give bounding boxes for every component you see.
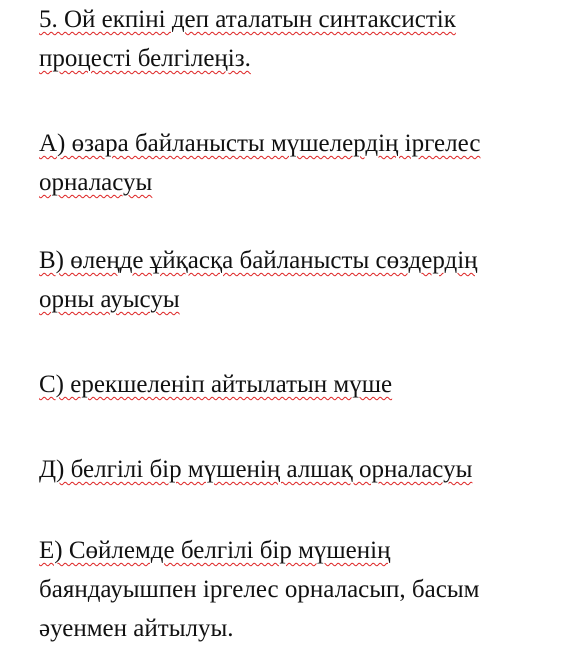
option-d-line-1: Д) белгілі бір мүшенің алшақ орналасуы (39, 456, 473, 483)
option-e-line-1: Е) Сөйлемде белгілі бір мүшенің (39, 537, 391, 564)
question-line-1: 5. Ой екпіні деп аталатын синтаксистік (39, 6, 456, 33)
option-c-line-1: С) ерекшеленіп айтылатын мүше (39, 371, 393, 398)
option-e-line-3: әуенмен айтылуы. (39, 615, 234, 642)
option-a-line-2: орналасуы (39, 169, 153, 196)
option-a-line-1: А) өзара байланысты мүшелердің іргелес (39, 130, 481, 157)
question-line-2: процесті белгілеңіз. (39, 45, 251, 72)
option-b-line-2: орны ауысуы (39, 286, 180, 313)
option-b-line-1: В) өлеңде ұйқасқа байланысты сөздердің (39, 247, 478, 274)
option-e-line-2: баяндауышпен іргелес орналасып, басым (39, 576, 480, 603)
